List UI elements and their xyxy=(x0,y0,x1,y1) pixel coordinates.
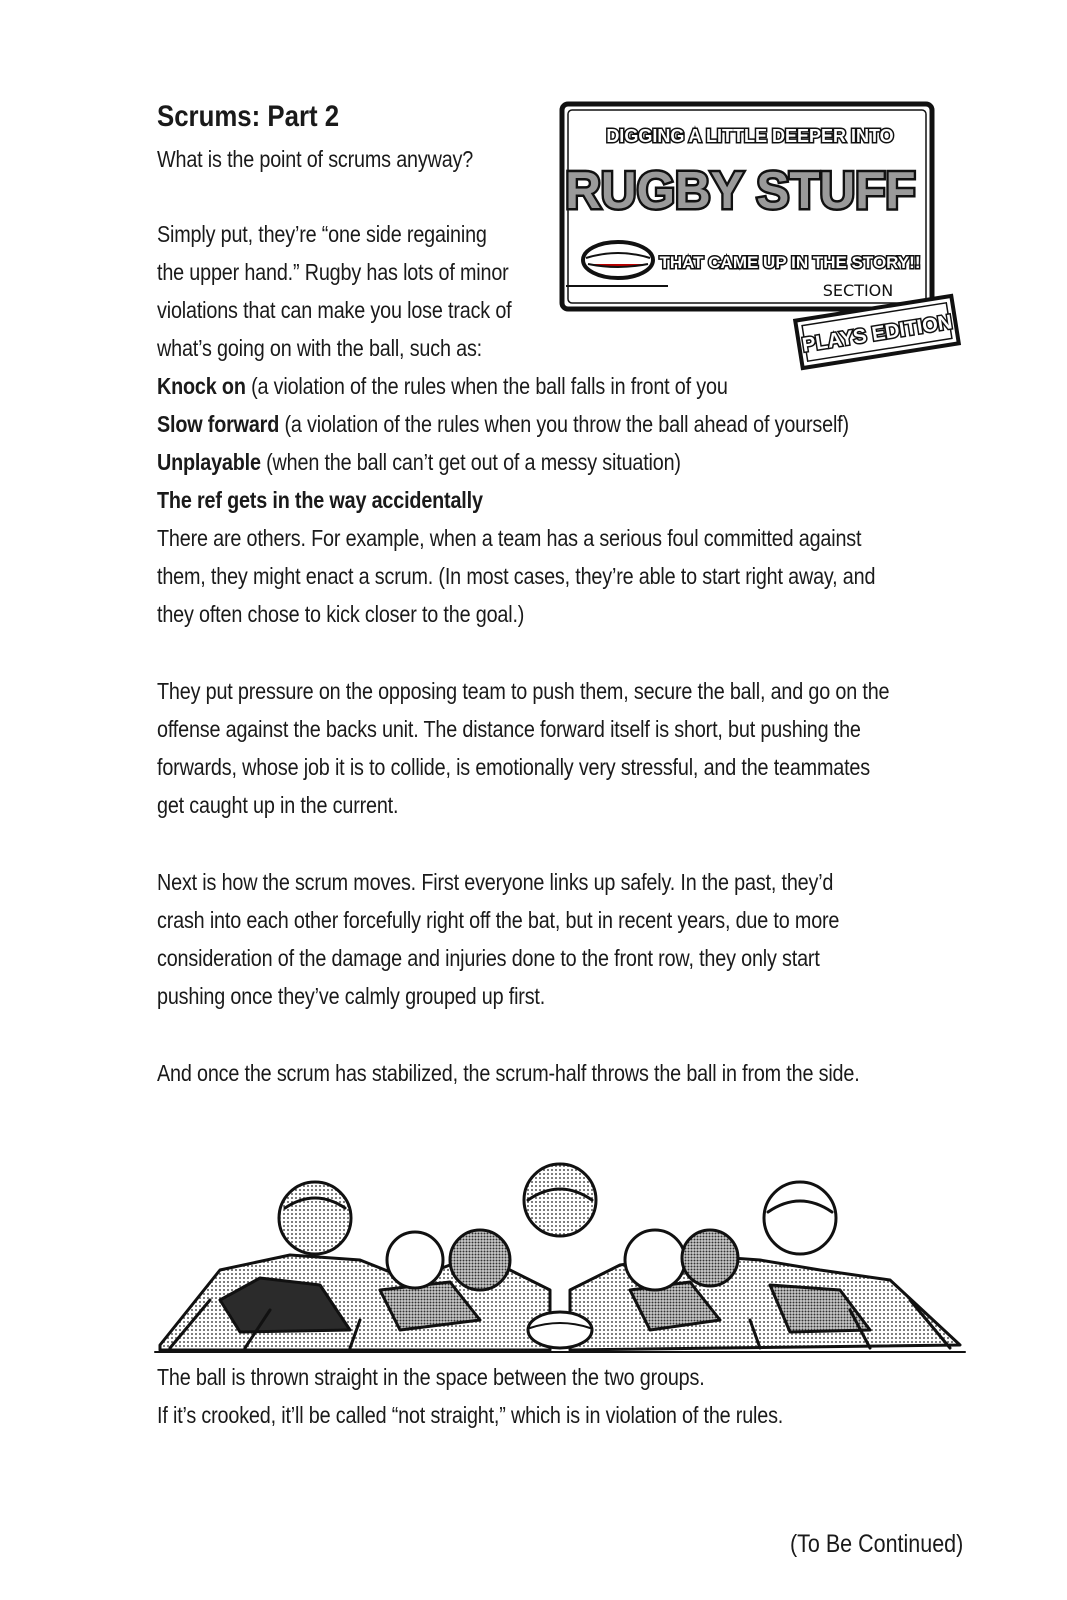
para2-line: forwards, whose job it is to collide, is emotionally very stressful, and the teammates xyxy=(157,754,870,780)
para1-line: they often chose to kick closer to the goal.) xyxy=(157,601,525,627)
player-head xyxy=(279,1182,351,1254)
para1-line: them, they might enact a scrum. (In most cases, they’re able to start right away, and xyxy=(157,563,876,589)
banner-line2: RUGBY STUFF xyxy=(565,160,916,220)
subtitle: What is the point of scrums anyway? xyxy=(157,146,474,172)
banner-line1: DIGGING A LITTLE DEEPER INTO xyxy=(606,126,894,146)
para3-line: pushing once they’ve calmly grouped up first. xyxy=(157,983,546,1009)
para2-line: get caught up in the current. xyxy=(157,792,399,818)
page-title: Scrums: Part 2 xyxy=(157,100,340,133)
para1-line: There are others. For example, when a team has a serious foul committed against xyxy=(157,525,862,551)
intro-line: Simply put, they’re “one side regaining xyxy=(157,221,487,247)
player-head xyxy=(764,1182,836,1254)
rugby-ball-icon xyxy=(583,242,653,278)
player-head xyxy=(524,1164,596,1236)
violation-term: Unplayable xyxy=(157,449,261,475)
violation-ref xyxy=(157,481,483,519)
edition-label: PLAYS EDITION xyxy=(800,311,954,357)
para2-line: They put pressure on the opposing team to push them, secure the ball, and go on the xyxy=(157,678,890,704)
para4-line: And once the scrum has stabilized, the scrum-half throws the ball in from the side. xyxy=(157,1060,860,1086)
intro-line: what’s going on with the ball, such as: xyxy=(157,335,482,361)
to-be-continued: (To Be Continued) xyxy=(790,1530,964,1558)
intro-line: the upper hand.” Rugby has lots of minor xyxy=(157,259,509,285)
violation-term: Slow forward xyxy=(157,411,280,437)
scrum-illustration xyxy=(150,1160,970,1360)
rugby-ball-icon xyxy=(528,1312,592,1348)
para2-line: offense against the backs unit. The distance forward itself is short, but pushing the xyxy=(157,716,861,742)
para3-line: Next is how the scrum moves. First everyone links up safely. In the past, they’d xyxy=(157,869,834,895)
intro-line: violations that can make you lose track of xyxy=(157,297,512,323)
violation-unplayable xyxy=(157,443,681,481)
violation-knock-on xyxy=(157,367,728,405)
violation-term: The ref gets in the way accidentally xyxy=(157,487,483,513)
violation-desc: (a violation of the rules when the ball falls in front of you xyxy=(245,373,728,399)
violation-term: Knock on xyxy=(157,373,246,399)
banner-line3: THAT CAME UP IN THE STORY!! xyxy=(659,253,921,272)
rugby-stuff-banner xyxy=(558,100,938,315)
caption-line: The ball is thrown straight in the space between the two groups. xyxy=(157,1364,705,1390)
violation-slow-forward xyxy=(157,405,849,443)
violation-desc: (a violation of the rules when you throw the ball ahead of yourself) xyxy=(279,411,849,437)
para3-line: crash into each other forcefully right off the bat, but in recent years, due to more xyxy=(157,907,840,933)
banner-section: SECTION xyxy=(822,281,894,300)
caption-line: If it’s crooked, it’ll be called “not straight,” which is in violation of the rules. xyxy=(157,1402,784,1428)
plays-edition-badge xyxy=(790,292,965,372)
para3-line: consideration of the damage and injuries done to the front row, they only start xyxy=(157,945,820,971)
violation-desc: (when the ball can’t get out of a messy situation) xyxy=(260,449,681,475)
